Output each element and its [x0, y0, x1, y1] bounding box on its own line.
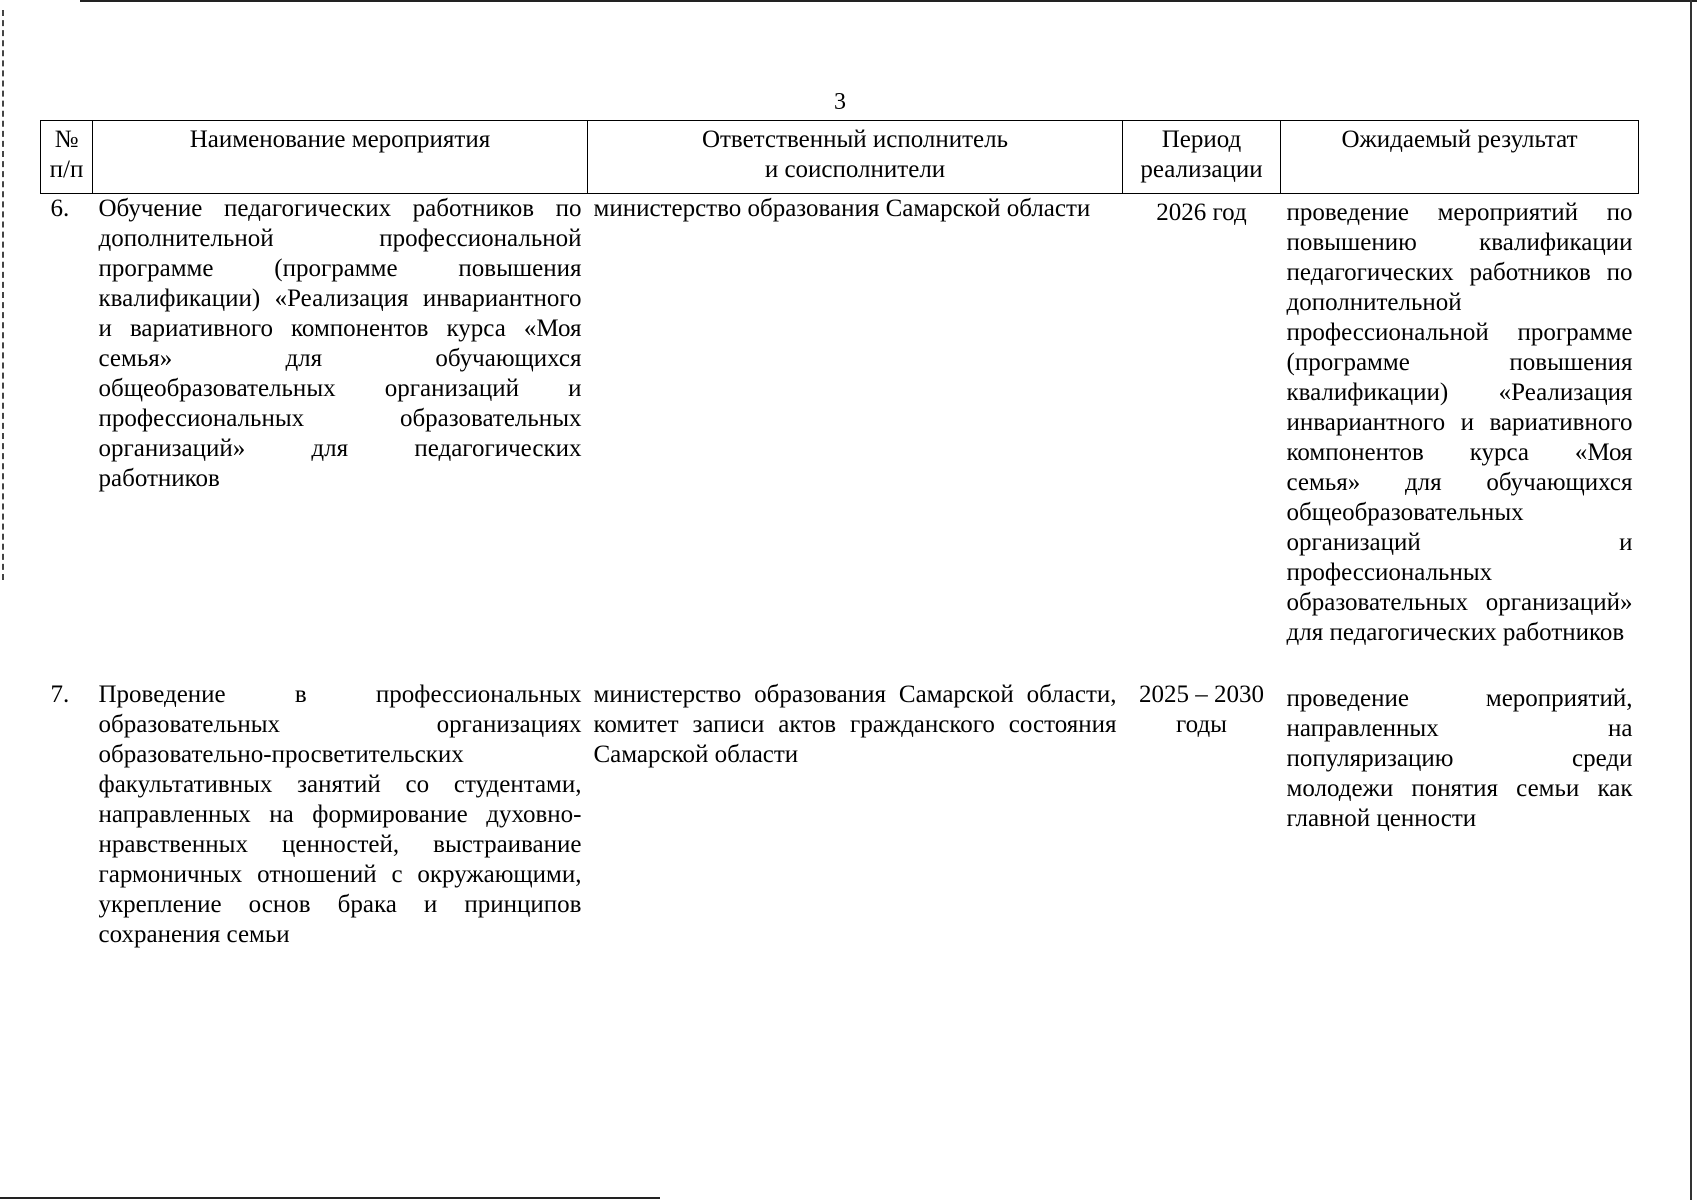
- row-period-line1: 2025 – 2030: [1139, 681, 1264, 708]
- row-period: [1123, 660, 1281, 950]
- header-period-line2: реализации: [1140, 156, 1263, 183]
- scan-edge-top: [80, 0, 1697, 2]
- row-num: 7.: [50, 681, 70, 708]
- header-num-line2: п/п: [49, 156, 84, 183]
- header-responsible-line1: Ответственный исполнитель: [701, 126, 1009, 153]
- measures-table: [40, 120, 1639, 950]
- row-result: проведение мероприятий по повышению квалификации педагогических работников по дополнительной профессиональной программе (программе повышения квалификации) «Реализация инвариантного и вариативного компонентов курса «Моя семья» для обучающихся общеобразовательных организаций и профессиональных образовательных организаций» для педагогических работников: [1286, 199, 1633, 646]
- header-responsible: [588, 121, 1123, 194]
- row-result: проведение мероприятий, направленных на популяризацию среди молодежи понятия семьи как главной ценности: [1286, 685, 1633, 832]
- page-number: 3: [834, 89, 846, 115]
- table-row: [41, 660, 1639, 950]
- row-responsible: министерство образования Самарской области: [593, 195, 1091, 222]
- header-period: [1123, 121, 1281, 194]
- scan-edge-right: [1690, 0, 1692, 1200]
- scan-edge-left: [2, 10, 4, 580]
- scan-edge-bottom: [0, 1197, 660, 1199]
- table-header-row: [41, 121, 1639, 194]
- row-responsible: министерство образования Самарской области, комитет записи актов гражданского состояния Самарской области: [593, 681, 1117, 768]
- header-result: Ожидаемый результат: [1281, 121, 1639, 194]
- header-responsible-line2: и соисполнители: [764, 156, 946, 183]
- header-num-line1: №: [54, 126, 79, 153]
- header-num: [41, 121, 93, 194]
- table-row: [41, 194, 1639, 661]
- row-period-line2: годы: [1176, 711, 1227, 738]
- header-name: Наименование мероприятия: [93, 121, 588, 194]
- row-period: 2026 год: [1156, 199, 1247, 226]
- row-name: Проведение в профессиональных образовательных организациях образовательно-просветительских факультативных занятий со студентами, направленных на формирование духовно-нравственных ценностей, выстраивание гармоничных отношений с окружающими, укрепление основ брака и принципов сохранения семьи: [98, 681, 582, 948]
- header-period-line1: Период: [1161, 126, 1242, 153]
- row-num: 6.: [50, 195, 70, 222]
- row-name: Обучение педагогических работников по дополнительной профессиональной программе (программе повышения квалификации) «Реализация инвариантного и вариативного компонентов курса «Моя семья» для обучающихся общеобразовательных организаций и профессиональных образовательных организаций» для педагогических работников: [98, 195, 582, 492]
